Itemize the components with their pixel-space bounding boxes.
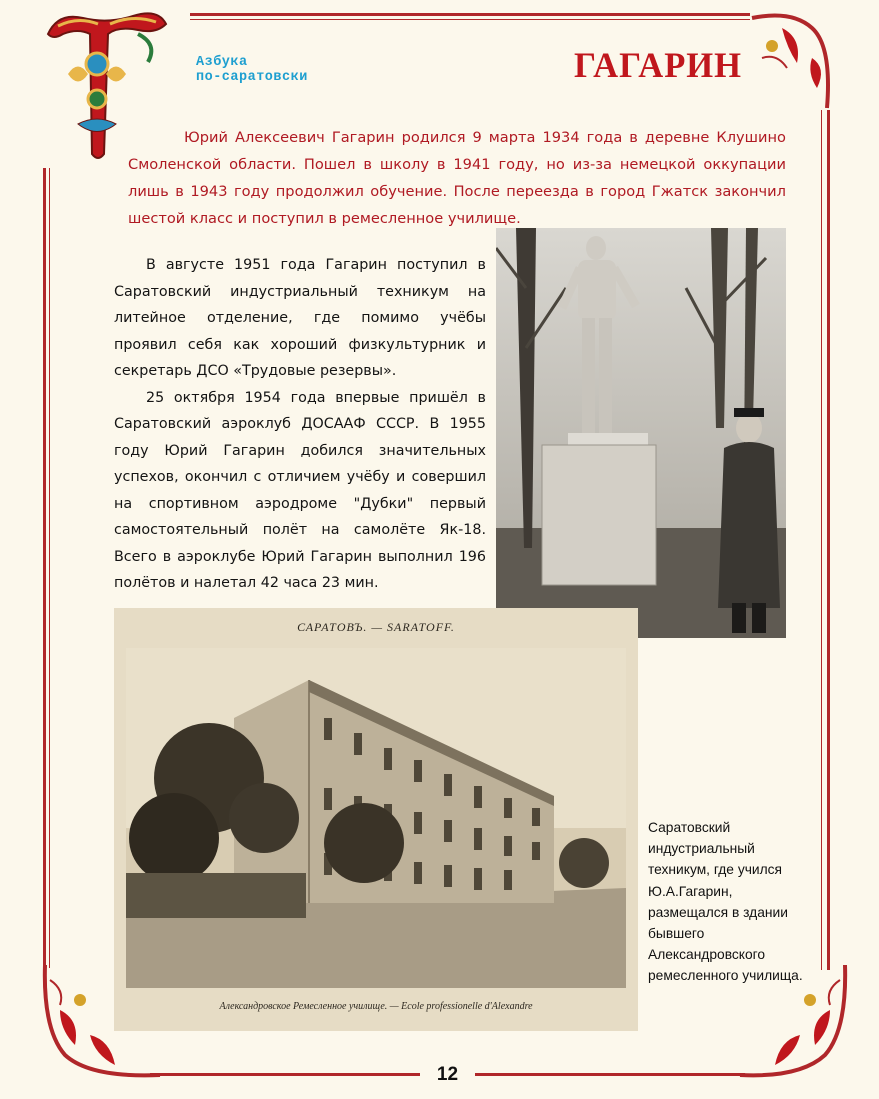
bottom-border-line-left (150, 1073, 420, 1076)
top-right-corner-ornament-icon (742, 8, 842, 118)
postcard-top-label: САРАТОВЪ. — SARATOFF. (297, 620, 455, 634)
right-border-line-thin (821, 110, 822, 970)
technical-school-postcard-photo (114, 608, 638, 1031)
left-border-line-thin (49, 168, 50, 968)
top-border-line-thin (190, 19, 750, 20)
postcard-bottom-label: Александровское Ремесленное училище. — Ecole professionelle d'Alexandre (219, 1001, 533, 1012)
right-border-line (827, 110, 830, 970)
left-border-line (43, 168, 46, 968)
body-paragraph-1: В августе 1951 года Гагарин поступил в Саратовский индустриальный техникум на литейное отделение, где помимо учёбы проявил себя как хороший физкультурник и секретарь ДСО «Трудовые резервы». (114, 257, 486, 379)
intro-text-block (128, 124, 786, 232)
bottom-border-line-right (475, 1073, 745, 1076)
series-label (196, 55, 308, 85)
series-label-line2: по-саратовски (196, 70, 308, 85)
gagarin-monument-photo (496, 228, 786, 638)
intro-paragraph: Юрий Алексеевич Гагарин родился 9 марта 1934 года в деревне Клушино Смоленской области. Пошел в школу в 1941 году, но из-за немецкой оккупации лишь в 1943 году продолжил обучение. После переезда в город Гжатск закончил шестой класс и поступил в ремесленное училище. (128, 129, 786, 227)
body-paragraph-2: 25 октября 1954 года впервые пришёл в Саратовский аэроклуб ДОСААФ СССР. В 1955 году Юрий Гагарин добился значительных успехов, окончил с отличием учёбу и совершил на спортивном аэродроме "Дубки" первый самостоятельный полёт на самолёте Як-18. Всего в аэроклубе Юрий Гагарин выполнил 196 полётов и налетал 42 часа 23 мин. (114, 389, 486, 591)
page-title: ГАГАРИН (574, 45, 742, 85)
main-text-block (114, 252, 486, 597)
top-border-line (190, 13, 750, 16)
photo-caption: Саратовский индустриальный техникум, где учился Ю.А.Гагарин, размещался в здании бывшего Александровского ремесленного училища. (648, 820, 803, 984)
series-label-line1: Азбука (196, 55, 248, 70)
page-number: 12 (436, 1064, 459, 1085)
